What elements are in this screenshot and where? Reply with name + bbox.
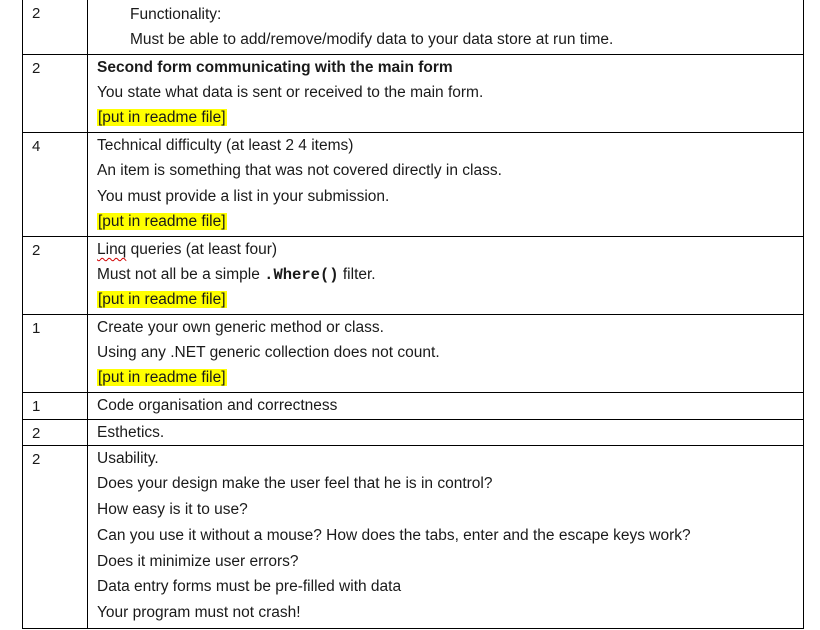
criteria-title: Linq queries (at least four) [97,241,278,258]
criteria-line: Must be able to add/remove/modify data to your data store at run time. [130,31,614,48]
points-cell: 1 [23,393,88,420]
criteria-line: Must not all be a simple .Where() filter. [97,266,376,284]
table-row [23,54,803,133]
readme-note-highlight: [put in readme file] [98,213,226,230]
table-row [23,419,803,446]
criteria-line: An item is something that was not covered directly in class. [97,162,502,179]
criteria-line: Functionality: [130,6,222,23]
criteria-line: Can you use it without a mouse? How does the tabs, enter and the escape keys work? [97,527,691,544]
table-row [23,132,803,237]
table-row [23,392,803,420]
criteria-line: Data entry forms must be pre-filled with data [97,578,402,595]
readme-note-highlight: [put in readme file] [98,291,226,308]
criteria-line: How easy is it to use? [97,501,248,518]
readme-note-highlight: [put in readme file] [98,369,226,386]
criteria-line: Using any .NET generic collection does not count. [97,344,440,361]
points-cell: 1 [23,315,88,393]
points-cell: 2 [23,0,88,54]
table-row [23,314,803,393]
criteria-line: Does it minimize user errors? [97,553,299,570]
points-cell: 2 [23,237,88,315]
table-row [23,0,803,54]
criteria-line: Does your design make the user feel that he is in control? [97,475,493,492]
criteria-line: You must provide a list in your submission. [97,188,390,205]
rubric-table [22,0,804,629]
criteria-title: Technical difficulty (at least 2 4 items) [97,137,354,154]
code-snippet: .Where() [264,266,339,284]
criteria-line: Code organisation and correctness [97,397,338,414]
points-cell: 2 [23,55,88,133]
criteria-line: Usability. [97,450,159,467]
criteria-line: Esthetics. [97,424,165,441]
criteria-line: Create your own generic method or class. [97,319,384,336]
spellcheck-word: Linq [97,241,127,258]
table-row [23,445,803,629]
points-cell: 4 [23,133,88,237]
table-row [23,236,803,315]
criteria-line: Your program must not crash! [97,604,301,621]
points-cell: 2 [23,446,88,629]
points-cell: 2 [23,420,88,446]
criteria-line: You state what data is sent or received to the main form. [97,84,484,101]
readme-note-highlight: [put in readme file] [98,109,226,126]
criteria-title: Second form communicating with the main form [97,59,453,76]
